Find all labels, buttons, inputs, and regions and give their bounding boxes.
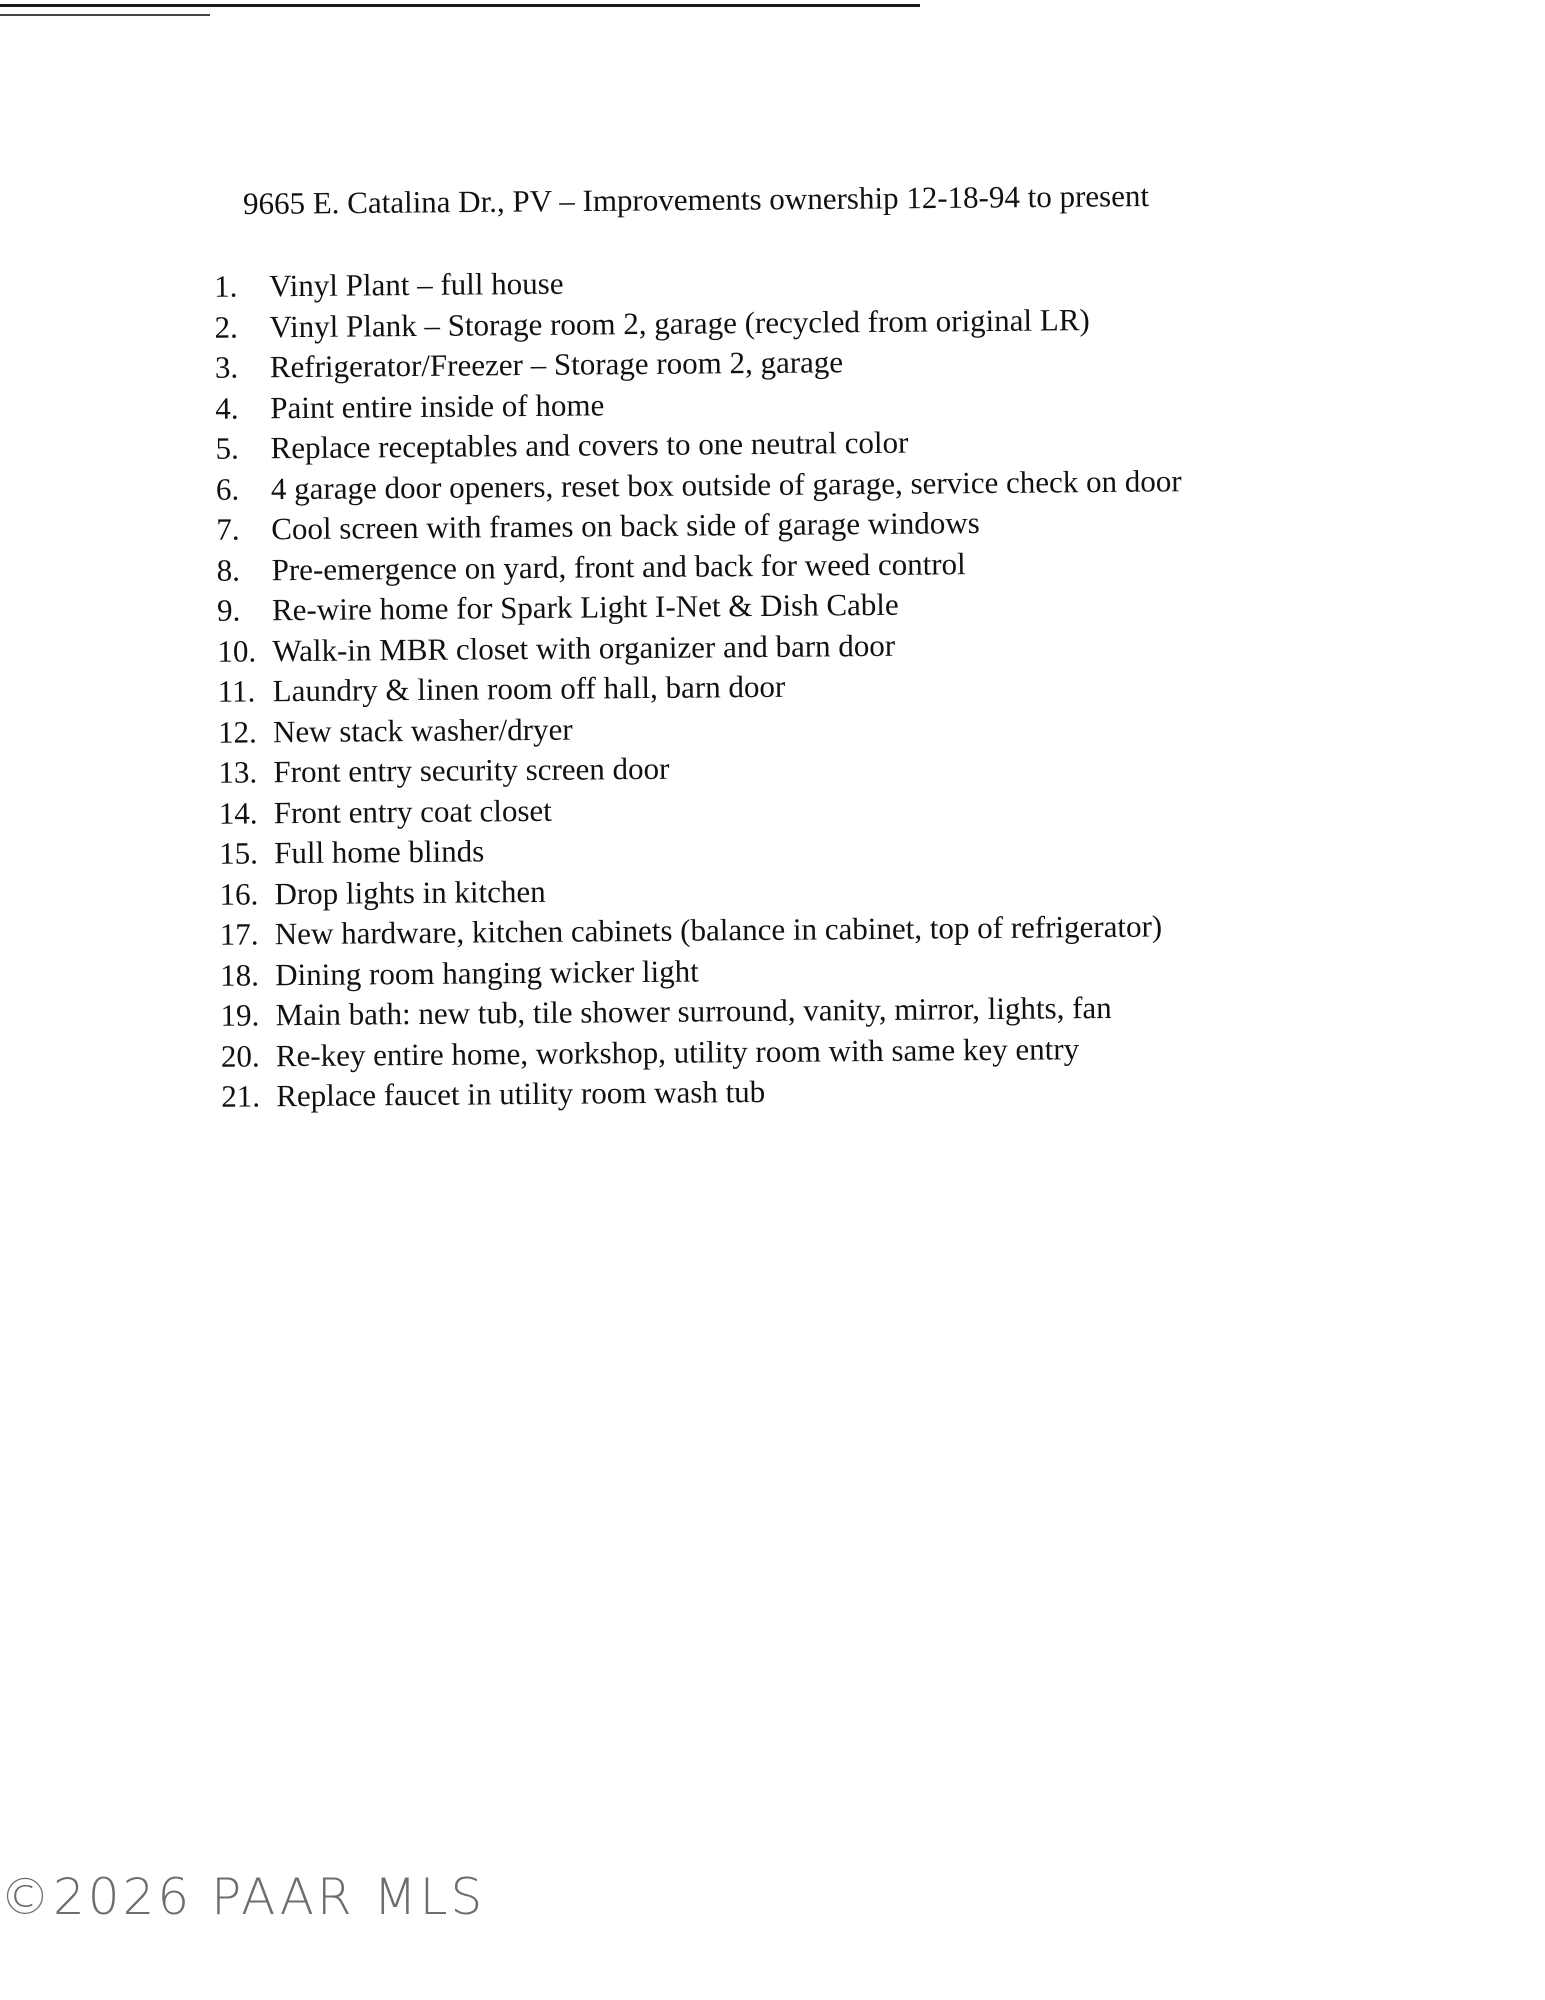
mls-watermark: ©2026 PAAR MLS [0,1868,486,1926]
list-item-text: Vinyl Plant – full house [269,265,564,304]
list-item-text: Main bath: new tub, tile shower surround, vanity, mirror, lights, fan [275,989,1112,1033]
list-item-text: New stack washer/dryer [272,711,573,749]
list-item-text: 4 garage door openers, reset box outside of garage, service check on door [270,462,1182,506]
list-item-number: 11. [217,673,256,709]
list-item-number: 4. [215,390,239,426]
list-item-text: Replace faucet in utility room wash tub [276,1073,766,1114]
list-item-text: Pre-emergence on yard, front and back for weed control [271,545,966,587]
list-item-number: 21. [221,1078,261,1114]
list-item-number: 13. [218,754,258,790]
list-item-text: Front entry security screen door [273,750,670,790]
list-item-text: Re-wire home for Spark Light I-Net & Dish Cable [271,586,899,628]
list-item-text: Replace receptables and covers to one neutral color [270,424,909,466]
list-item-text: Vinyl Plank – Storage room 2, garage (recycled from original LR) [269,301,1090,344]
scan-top-border [0,4,920,7]
list-item-text: Front entry coat closet [273,792,552,830]
list-item-number: 9. [216,592,241,628]
list-item-number: 20. [220,1037,260,1074]
list-item-text: Refrigerator/Freezer – Storage room 2, garage [269,344,844,385]
list-item-number: 19. [220,997,260,1033]
list-item-number: 18. [220,956,260,993]
list-item-text: Re-key entire home, workshop, utility room with same key entry [275,1030,1080,1073]
list-item-number: 16. [219,875,259,912]
list-item-number: 17. [219,916,259,952]
list-item-text: Drop lights in kitchen [274,873,546,911]
list-item-number: 6. [215,471,240,507]
list-item-number: 2. [214,309,238,345]
list-item-text: Paint entire inside of home [270,386,605,425]
list-item-number: 7. [216,511,240,547]
list-item-text: Laundry & linen room off hall, barn door [272,668,786,709]
list-item-text: Walk-in MBR closet with organizer and barn door [272,627,896,668]
list-item-text: Dining room hanging wicker light [275,953,699,992]
list-item-number: 10. [217,632,257,669]
list-item-number: 5. [215,430,239,466]
list-item-text: Cool screen with frames on back side of garage windows [271,505,980,547]
list-item-number: 12. [217,713,257,750]
improvements-list [0,265,1182,1119]
list-item-number: 15. [218,835,259,871]
list-item-number: 3. [214,349,239,385]
list-item-number: 14. [218,794,258,831]
list-item-number: 8. [216,552,241,588]
scan-top-border-thin [0,14,210,16]
list-item-text: New hardware, kitchen cabinets (balance in cabinet, top of refrigerator) [274,908,1163,952]
list-item-text: Full home blinds [273,833,485,871]
list-item-number: 1. [214,268,238,304]
document-title: 9665 E. Catalina Dr., PV – Improvements ownership 12-18-94 to present [242,178,1150,221]
